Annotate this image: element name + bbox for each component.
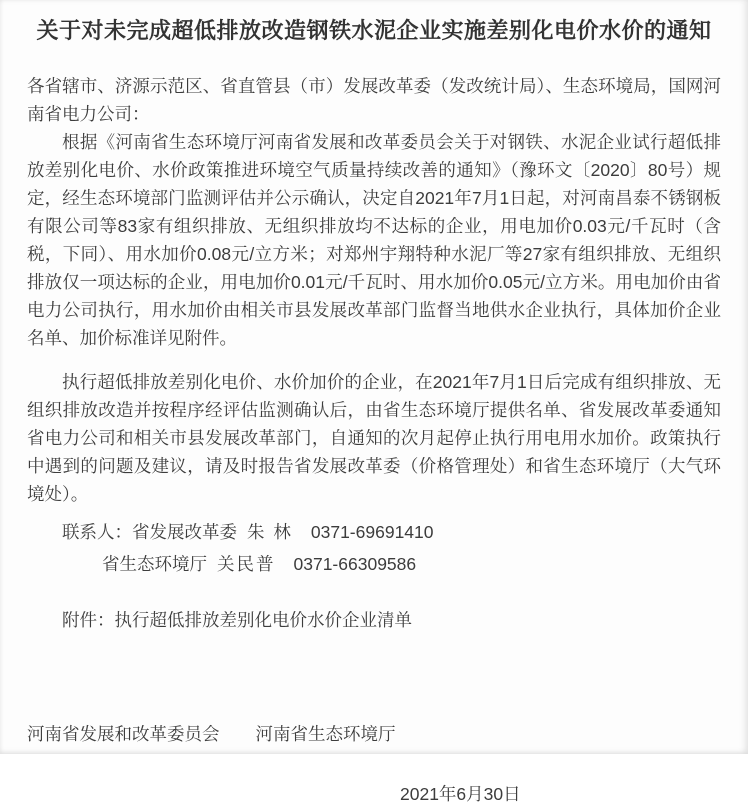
- attachment-line: 附件：执行超低排放差别化电价水价企业清单: [62, 610, 412, 630]
- contact-line-2: [27, 548, 721, 580]
- contact-line-1: [27, 516, 721, 548]
- contact-name-1: 朱 林: [247, 522, 293, 542]
- contact-label: 联系人：: [62, 522, 132, 542]
- contact-phone-1: 0371-69691410: [310, 522, 434, 542]
- contact-phone-2: 0371-66309586: [293, 554, 417, 574]
- contact-org-1: 省发展改革委: [132, 522, 237, 542]
- document-title: 关于对未完成超低排放改造钢铁水泥企业实施差别化电价水价的通知: [36, 18, 712, 43]
- salutation-line: 各省辖市、济源示范区、省直管县（市）发展改革委（发改统计局）、生态环境局，国网河南省电力公司：: [27, 76, 721, 124]
- signature-org-2: 河南省生态环境厅: [255, 724, 396, 744]
- signature-line: [27, 720, 721, 748]
- signature-org-1: 河南省发展和改革委员会: [27, 724, 220, 744]
- body-paragraph-2: 执行超低排放差别化电价、水价加价的企业，在2021年7月1日后完成有组织排放、无组织排放改造并按程序经评估监测确认后，由省生态环境厅提供名单、省发展改革委通知省电力公司和相关市县发展改革部门，自通知的次月起停止执行用电用水加价。政策执行中遇到的问题及建议，请及时报告省发展改革委（价格管理处）和省生态环境厅（大气环境处）。: [27, 372, 721, 504]
- date-line: 2021年6月30日: [400, 784, 521, 804]
- body-paragraph-1: 根据《河南省生态环境厅河南省发展和改革委员会关于对钢铁、水泥企业试行超低排放差别化电价、水价政策推进环境空气质量持续改善的通知》（豫环文〔2020〕80号）规定，经生态环境部门监测评估并公示确认，决定自2021年7月1日起，对河南昌泰不锈钢板有限公司等83家有组织排放、无组织排放均不达标的企业，用电加价0.03元/千瓦时（含税，下同）、用水加价0.08元/立方米；对郑州宇翔特种水泥厂等27家有组织排放、无组织排放仅一项达标的企业，用电加价0.01元/千瓦时、用水加价0.05元/立方米。用电加价由省电力公司执行，用水加价由相关市县发展改革部门监督当地供水企业执行，具体加价企业名单、加价标准详见附件。: [27, 132, 721, 348]
- contact-name-2: 关民普: [217, 554, 276, 574]
- contact-org-2: 省生态环境厅: [102, 554, 207, 574]
- contact-block: [27, 516, 721, 580]
